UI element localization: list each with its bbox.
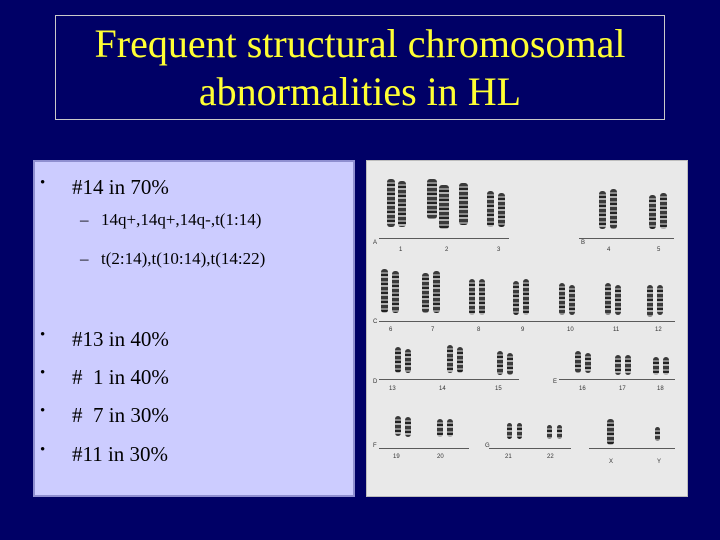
bullet-text: # 7 in 30% <box>72 403 169 427</box>
chromosome-label: 22 <box>547 454 554 460</box>
bullet-text: #11 in 30% <box>72 442 169 466</box>
chromosome-shape <box>469 279 475 315</box>
slide-title-line-2: abnormalities in HL <box>198 68 522 114</box>
group-label: F <box>373 443 377 449</box>
bullet-dot: • <box>40 442 46 458</box>
karyotype-baseline <box>589 448 675 449</box>
group-label: A <box>373 240 378 246</box>
chromosome-shape <box>569 285 575 315</box>
chromosome-label: 11 <box>613 327 620 333</box>
karyotype-baseline <box>379 379 519 380</box>
chromosome-label: 4 <box>607 247 611 253</box>
chromosome-shape <box>387 179 395 227</box>
karyotype-baseline <box>379 238 509 239</box>
chromosome-label: 13 <box>389 386 396 392</box>
chromosome-shape <box>663 357 669 375</box>
chromosome-shape <box>585 353 591 373</box>
bullet-text: # 1 in 40% <box>72 365 169 389</box>
chromosome-label: 7 <box>431 327 435 333</box>
chromosome-shape <box>427 179 437 219</box>
slide-title-line-1: Frequent structural chromosomal <box>94 20 626 66</box>
sub-bullet-text: t(2:14),t(10:14),t(14:22) <box>101 249 266 268</box>
chromosome-label: 2 <box>445 247 449 253</box>
chromosome-shape <box>398 181 406 227</box>
chromosome-label: 17 <box>619 386 626 392</box>
sub-bullet-text: 14q+,14q+,14q-,t(1:14) <box>101 210 262 229</box>
chromosome-label: 6 <box>389 327 393 333</box>
chromosome-shape <box>660 193 667 229</box>
chromosome-shape <box>392 271 399 313</box>
chromosome-shape <box>615 355 621 375</box>
group-label: E <box>553 379 558 385</box>
chromosome-shape <box>575 351 581 373</box>
bullet-dot: • <box>40 327 46 343</box>
chromosome-label: X <box>609 459 614 465</box>
bullet-panel <box>33 160 355 497</box>
chromosome-shape <box>395 347 401 373</box>
karyotype-image <box>366 160 688 497</box>
chromosome-shape <box>507 353 513 375</box>
chromosome-label: 12 <box>655 327 662 333</box>
chromosome-shape <box>381 269 388 313</box>
bullet-dot: • <box>40 365 46 381</box>
chromosome-shape <box>653 357 659 375</box>
sub-bullet-dash: – <box>80 249 89 268</box>
chromosome-shape <box>615 285 621 315</box>
title-box <box>55 15 665 120</box>
karyotype-baseline <box>579 238 674 239</box>
chromosome-shape <box>447 419 453 437</box>
chromosome-shape <box>507 423 512 439</box>
chromosome-label: 19 <box>393 454 400 460</box>
karyotype-baseline <box>379 321 675 322</box>
chromosome-shape <box>487 191 494 227</box>
chromosome-shape <box>649 195 656 229</box>
chromosome-shape <box>497 351 503 375</box>
chromosome-shape <box>559 283 565 315</box>
chromosome-label: Y <box>657 459 662 465</box>
group-label: B <box>581 240 586 246</box>
chromosome-shape <box>657 285 663 315</box>
chromosome-label: 8 <box>477 327 481 333</box>
chromosome-shape <box>433 271 440 313</box>
chromosome-shape <box>459 183 468 225</box>
chromosome-shape <box>437 419 443 437</box>
chromosome-shape <box>599 191 606 229</box>
chromosome-label: 3 <box>497 247 501 253</box>
chromosome-label: 1 <box>399 247 403 253</box>
chromosome-label: 15 <box>495 386 502 392</box>
chromosome-label: 10 <box>567 327 574 333</box>
chromosome-shape <box>647 285 653 317</box>
chromosome-label: 20 <box>437 454 444 460</box>
chromosome-label: 14 <box>439 386 446 392</box>
chromosome-label: 5 <box>657 247 661 253</box>
chromosome-label: 16 <box>579 386 586 392</box>
bullet-text: #14 in 70% <box>72 175 169 199</box>
chromosome-shape <box>479 279 485 315</box>
chromosome-label: 21 <box>505 454 512 460</box>
bullet-text: #13 in 40% <box>72 327 169 351</box>
chromosome-shape <box>607 419 614 445</box>
chromosome-label: 9 <box>521 327 525 333</box>
chromosome-shape <box>457 347 463 373</box>
group-label: C <box>373 319 378 325</box>
sub-bullet-dash: – <box>80 210 89 229</box>
group-label: G <box>485 443 490 449</box>
chromosome-shape <box>610 189 617 229</box>
chromosome-shape <box>547 425 552 439</box>
karyotype-baseline <box>489 448 571 449</box>
chromosome-shape <box>447 345 453 373</box>
chromosome-shape <box>395 416 401 436</box>
chromosome-shape <box>422 273 429 313</box>
bullet-dot: • <box>40 403 46 419</box>
chromosome-shape <box>625 355 631 375</box>
group-label: D <box>373 379 378 385</box>
karyotype-baseline <box>559 379 675 380</box>
bullet-dot: • <box>40 175 46 191</box>
chromosome-shape <box>405 349 411 373</box>
chromosome-shape <box>523 279 529 315</box>
chromosome-shape <box>513 281 519 315</box>
chromosome-shape <box>557 425 562 439</box>
chromosome-label: 18 <box>657 386 664 392</box>
chromosome-shape <box>605 283 611 315</box>
chromosome-shape <box>655 427 660 441</box>
chromosome-shape <box>498 193 505 227</box>
chromosome-shape <box>405 417 411 437</box>
karyotype-baseline <box>379 448 469 449</box>
chromosome-shape <box>439 185 449 229</box>
chromosome-shape <box>517 423 522 439</box>
